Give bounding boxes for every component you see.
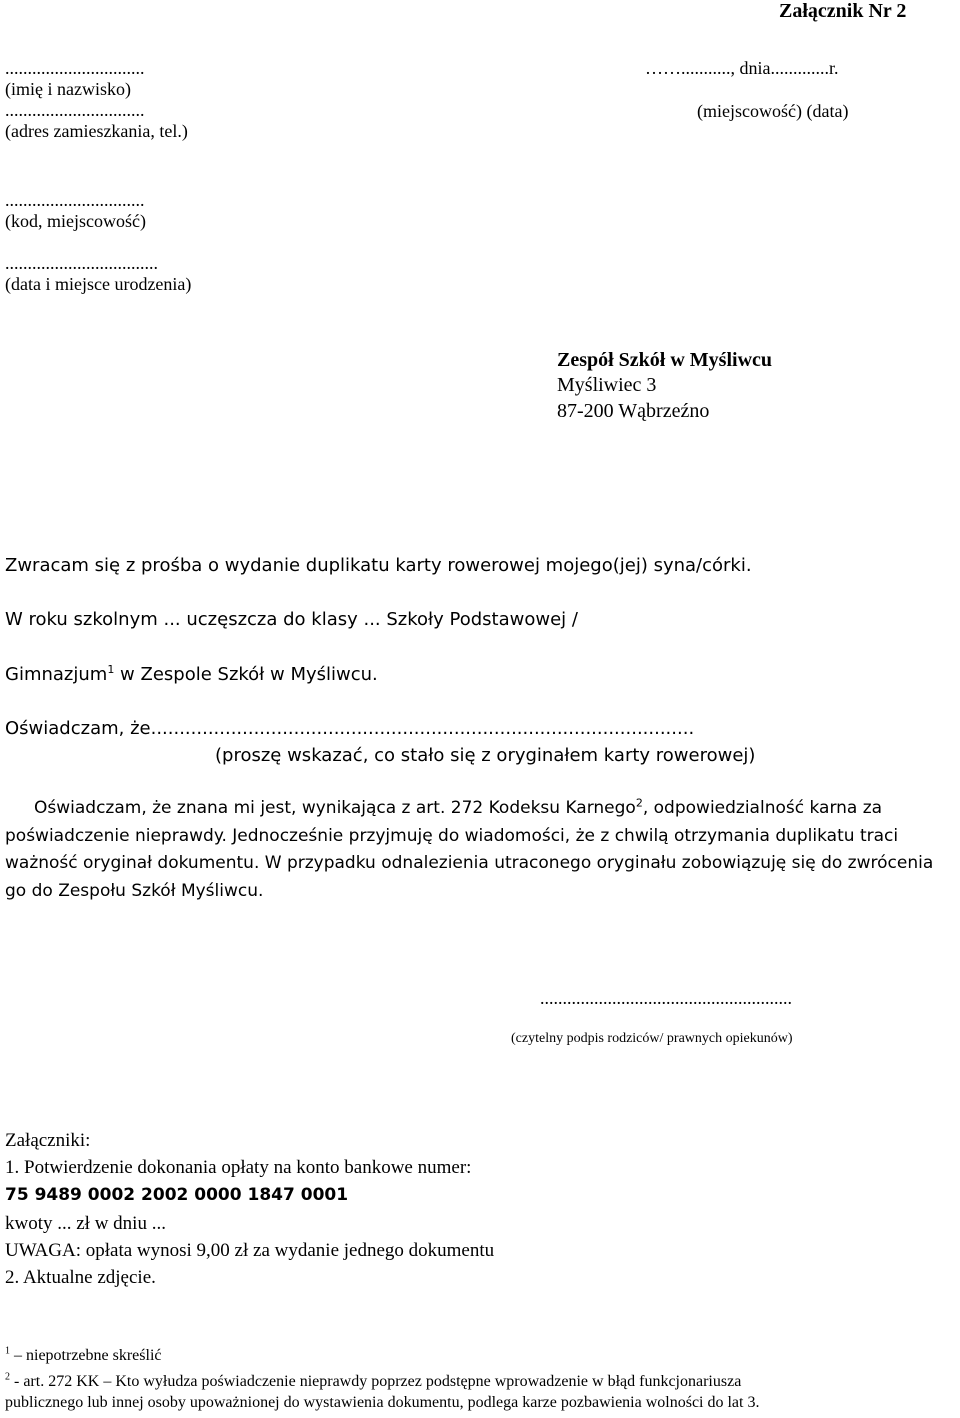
signature-dots: ........................................................ [540, 988, 792, 1008]
footnote-ref-1: 1 [107, 663, 115, 676]
footnote-2-line-2: publicznego lub innej osoby upoważnionej do wystawienia dokumentu, podlega karze pozbawienia wolności do lat 3. [5, 1394, 760, 1411]
name-caption: (imię i nazwisko) [5, 79, 131, 99]
amount-line: kwoty ... zł w dniu ... [5, 1213, 166, 1234]
statement-paragraph [5, 795, 955, 905]
declare-line: Oświadczam, że............................................................................................... [5, 718, 695, 739]
footnote-2-text-line-1: - art. 272 KK – Kto wyłudza poświadczenie nieprawdy poprzez podstępne wprowadzenie w błąd funkcjonariusza [10, 1373, 742, 1390]
request-line-3 [5, 664, 378, 685]
bank-account-number: 75 9489 0002 2002 0000 1847 0001 [5, 1185, 349, 1205]
birth-dots: .................................. [5, 253, 158, 273]
address-caption: (adres zamieszkania, tel.) [5, 121, 188, 141]
address-dots: ............................... [5, 100, 145, 120]
place-date-line: ……..........., dnia.............r. [645, 58, 839, 78]
footnote-1 [5, 1347, 162, 1365]
request-line-2: W roku szkolnym ... uczęszcza do klasy ... Szkoły Podstawowej / [5, 609, 578, 630]
statement-part-2: , odpowiedzialność karna za poświadczenie nieprawdy. Jednocześnie przyjmuję do wiadomości, że z chwilą otrzymania duplikatu traci ważność oryginał dokumentu. W przypadku odnalezienia utraconego oryginału zobowiązuję się do zwrócenia go do Zespołu Szkół Myśliwcu. [5, 798, 934, 901]
code-caption: (kod, miejscowość) [5, 211, 146, 231]
footnote-1-text: – niepotrzebne skreślić [10, 1347, 162, 1364]
recipient-name: Zespół Szkół w Myśliwcu [557, 349, 773, 371]
school-type: Gimnazjum [5, 664, 108, 685]
declare-caption: (proszę wskazać, co stało się z oryginałem karty rowerowej) [215, 745, 756, 766]
attachment-item-2: 2. Aktualne zdjęcie. [5, 1267, 156, 1288]
recipient-city: 87-200 Wąbrzeźno [557, 400, 710, 422]
fee-note: UWAGA: opłata wynosi 9,00 zł za wydanie jednego dokumentu [5, 1240, 495, 1261]
attachment-item-1: 1. Potwierdzenie dokonania opłaty na konto bankowe numer: [5, 1157, 472, 1178]
footnote-ref-2: 2 [635, 796, 643, 810]
request-line-1: Zwracam się z prośba o wydanie duplikatu karty rowerowej mojego(jej) syna/córki. [5, 555, 752, 576]
school-location: w Zespole Szkół w Myśliwcu. [114, 664, 378, 685]
attachments-title: Załączniki: [5, 1130, 91, 1151]
place-date-caption: (miejscowość) (data) [697, 101, 849, 121]
footnote-1-number: 1 [5, 1345, 10, 1357]
recipient-street: Myśliwiec 3 [557, 374, 657, 396]
footnote-2 [5, 1373, 741, 1391]
name-dots: ............................... [5, 58, 145, 78]
statement-part-1: Oświadczam, że znana mi jest, wynikająca z art. 272 Kodeksu Karnego [34, 798, 636, 818]
attachment-label: Załącznik Nr 2 [779, 0, 907, 22]
signature-caption: (czytelny podpis rodziców/ prawnych opiekunów) [511, 1031, 793, 1046]
birth-caption: (data i miejsce urodzenia) [5, 274, 192, 294]
footnote-2-number: 2 [5, 1371, 10, 1383]
code-dots: ............................... [5, 190, 145, 210]
